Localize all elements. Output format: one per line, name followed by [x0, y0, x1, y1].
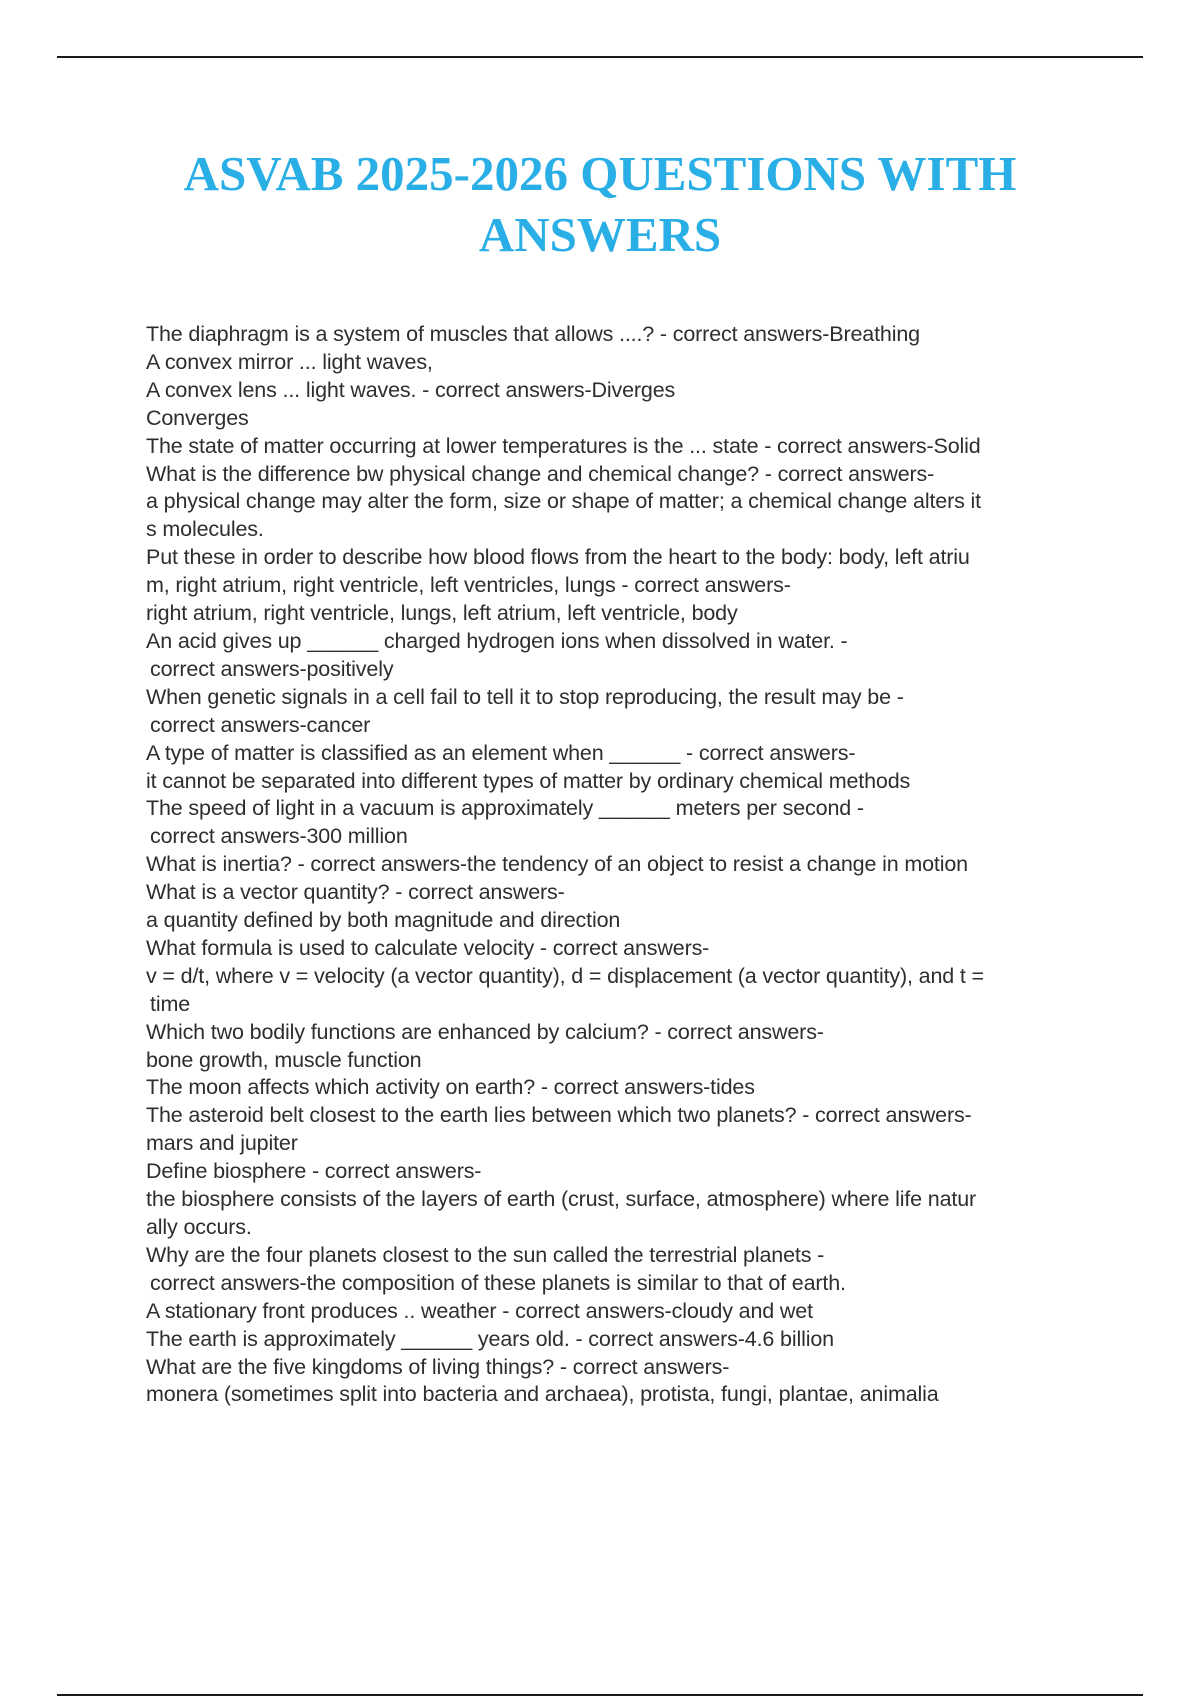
- title-line-2: ANSWERS: [478, 207, 722, 262]
- text-line: The asteroid belt closest to the earth lies between which two planets? - correct answers-: [146, 1103, 972, 1128]
- text-line: Which two bodily functions are enhanced by calcium? - correct answers-: [146, 1019, 824, 1044]
- text-line: correct answers-positively: [150, 656, 394, 681]
- text-line: the biosphere consists of the layers of earth (crust, surface, atmosphere) where life natur: [146, 1187, 977, 1212]
- text-line: Define biosphere - correct answers-: [146, 1159, 482, 1184]
- title-line-1: ASVAB 2025-2026 QUESTIONS WITH: [183, 146, 1017, 201]
- text-line: bone growth, muscle function: [146, 1047, 422, 1072]
- text-line: correct answers-the composition of these planets is similar to that of earth.: [150, 1270, 846, 1295]
- text-line: What is a vector quantity? - correct answers-: [146, 880, 565, 905]
- text-line: Put these in order to describe how blood flows from the heart to the body: body, left atriu: [146, 545, 970, 570]
- bottom-rule: [57, 1694, 1143, 1696]
- text-line: When genetic signals in a cell fail to tell it to stop reproducing, the result may be -: [146, 684, 904, 709]
- text-line: A convex mirror ... light waves,: [146, 349, 433, 374]
- text-line: Why are the four planets closest to the sun called the terrestrial planets -: [146, 1242, 825, 1267]
- text-line: A stationary front produces .. weather - correct answers-cloudy and wet: [146, 1298, 813, 1323]
- text-line: An acid gives up ______ charged hydrogen ions when dissolved in water. -: [146, 628, 848, 653]
- text-line: What formula is used to calculate velocity - correct answers-: [146, 935, 710, 960]
- text-line: The moon affects which activity on earth? - correct answers-tides: [146, 1075, 755, 1100]
- text-line: a physical change may alter the form, size or shape of matter; a chemical change alters it: [146, 489, 981, 514]
- text-line: A type of matter is classified as an element when ______ - correct answers-: [146, 740, 856, 765]
- text-line: it cannot be separated into different types of matter by ordinary chemical methods: [146, 768, 911, 793]
- text-line: Converges: [146, 405, 249, 430]
- text-line: right atrium, right ventricle, lungs, left atrium, left ventricle, body: [146, 601, 738, 626]
- text-line: The earth is approximately ______ years old. - correct answers-4.6 billion: [146, 1326, 834, 1351]
- text-line: correct answers-cancer: [150, 712, 371, 737]
- text-line: The speed of light in a vacuum is approximately ______ meters per second -: [146, 796, 864, 821]
- text-line: v = d/t, where v = velocity (a vector quantity), d = displacement (a vector quantity), and t =: [146, 963, 984, 988]
- document-title: [100, 143, 1100, 265]
- text-line: a quantity defined by both magnitude and direction: [146, 908, 621, 933]
- text-line: What are the five kingdoms of living things? - correct answers-: [146, 1354, 730, 1379]
- text-line: The state of matter occurring at lower temperatures is the ... state - correct answers-Solid: [146, 433, 981, 458]
- text-line: What is inertia? - correct answers-the tendency of an object to resist a change in motion: [146, 852, 968, 877]
- top-rule: [57, 56, 1143, 58]
- text-line: m, right atrium, right ventricle, left ventricles, lungs - correct answers-: [146, 573, 791, 598]
- text-line: ally occurs.: [146, 1215, 252, 1239]
- text-line: mars and jupiter: [146, 1131, 298, 1156]
- text-line: What is the difference bw physical change and chemical change? - correct answers-: [146, 461, 935, 486]
- text-line: A convex lens ... light waves. - correct answers-Diverges: [146, 377, 676, 402]
- text-line: monera (sometimes split into bacteria and archaea), protista, fungi, plantae, animalia: [146, 1382, 939, 1407]
- qa-content: [146, 321, 1146, 1409]
- text-line: time: [150, 991, 191, 1016]
- text-line: The diaphragm is a system of muscles that allows ....? - correct answers-Breathing: [146, 322, 920, 346]
- text-line: s molecules.: [146, 517, 264, 542]
- text-line: correct answers-300 million: [150, 824, 408, 849]
